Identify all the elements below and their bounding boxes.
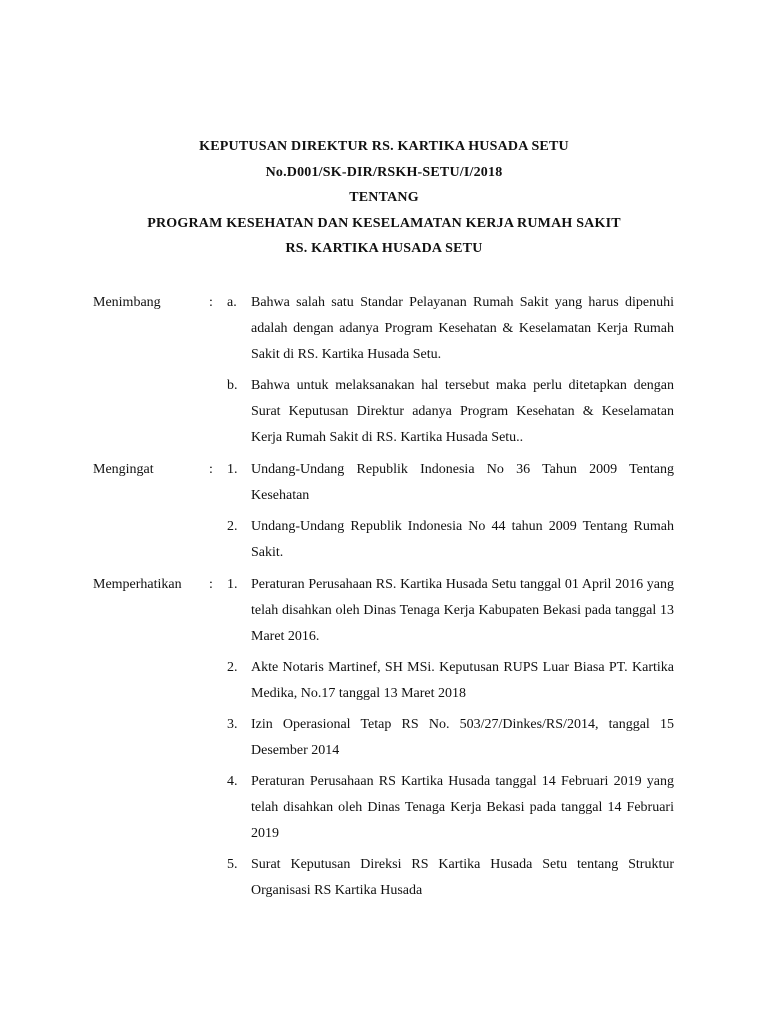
list-item-text: Peraturan Perusahaan RS. Kartika Husada Setu tanggal 01 April 2016 yang telah disahkan oleh Dinas Tenaga Kerja Kabupaten Bekasi pada tanggal 13 Maret 2016. bbox=[251, 577, 674, 644]
list-marker: 3. bbox=[227, 717, 238, 732]
list-item-text: Bahwa untuk melaksanakan hal tersebut maka perlu ditetapkan dengan Surat Keputusan Direktur adanya Program Kesehatan & Keselamatan Kerja Rumah Sakit di RS. Kartika Husada Setu.. bbox=[251, 378, 674, 445]
list-marker: b. bbox=[227, 378, 238, 393]
list-marker: 4. bbox=[227, 774, 238, 789]
list-item bbox=[227, 852, 674, 904]
section-colon: : bbox=[209, 295, 213, 310]
section-label: Mengingat bbox=[93, 462, 154, 477]
heading-tentang: TENTANG bbox=[349, 190, 419, 205]
list-item bbox=[227, 572, 674, 650]
list-item bbox=[227, 290, 674, 368]
list-marker: a. bbox=[227, 295, 237, 310]
heading-title: KEPUTUSAN DIREKTUR RS. KARTIKA HUSADA SETU bbox=[199, 139, 569, 154]
list-item-text: Akte Notaris Martinef, SH MSi. Keputusan RUPS Luar Biasa PT. Kartika Medika, No.17 tanggal 13 Maret 2018 bbox=[251, 660, 674, 701]
list-item bbox=[227, 655, 674, 707]
document-heading bbox=[0, 134, 768, 262]
list-marker: 5. bbox=[227, 857, 238, 872]
list-item bbox=[227, 514, 674, 566]
section-colon: : bbox=[209, 577, 213, 592]
list-item-text: Undang-Undang Republik Indonesia No 44 tahun 2009 Tentang Rumah Sakit. bbox=[251, 519, 674, 560]
section-mengingat bbox=[93, 457, 674, 566]
list-marker: 2. bbox=[227, 660, 238, 675]
list-marker: 1. bbox=[227, 577, 238, 592]
section-colon: : bbox=[209, 462, 213, 477]
section-menimbang bbox=[93, 290, 674, 451]
list-item bbox=[227, 769, 674, 847]
list-item bbox=[227, 373, 674, 451]
list-item-text: Peraturan Perusahaan RS Kartika Husada tanggal 14 Februari 2019 yang telah disahkan oleh Dinas Tenaga Kerja Bekasi pada tanggal 14 Februari 2019 bbox=[251, 774, 674, 841]
section-memperhatikan bbox=[93, 572, 674, 904]
heading-subject: PROGRAM KESEHATAN DAN KESELAMATAN KERJA RUMAH SAKIT bbox=[147, 215, 621, 231]
list-item-text: Bahwa salah satu Standar Pelayanan Rumah Sakit yang harus dipenuhi adalah dengan adanya Program Kesehatan & Keselamatan Kerja Rumah Sakit di RS. Kartika Husada Setu. bbox=[251, 295, 674, 362]
list-item-text: Surat Keputusan Direksi RS Kartika Husada Setu tentang Struktur Organisasi RS Kartika Husada bbox=[251, 857, 674, 898]
list-item bbox=[227, 712, 674, 764]
section-label: Menimbang bbox=[93, 295, 161, 310]
list-marker: 1. bbox=[227, 462, 238, 477]
heading-hospital-name: RS. KARTIKA HUSADA SETU bbox=[285, 241, 483, 256]
list-item-text: Undang-Undang Republik Indonesia No 36 Tahun 2009 Tentang Kesehatan bbox=[251, 462, 674, 503]
heading-decree-number: No.D001/SK-DIR/RSKH-SETU/I/2018 bbox=[265, 164, 503, 180]
section-label: Memperhatikan bbox=[93, 577, 182, 592]
list-item-text: Izin Operasional Tetap RS No. 503/27/Dinkes/RS/2014, tanggal 15 Desember 2014 bbox=[251, 717, 674, 758]
list-item bbox=[227, 457, 674, 509]
list-marker: 2. bbox=[227, 519, 238, 534]
